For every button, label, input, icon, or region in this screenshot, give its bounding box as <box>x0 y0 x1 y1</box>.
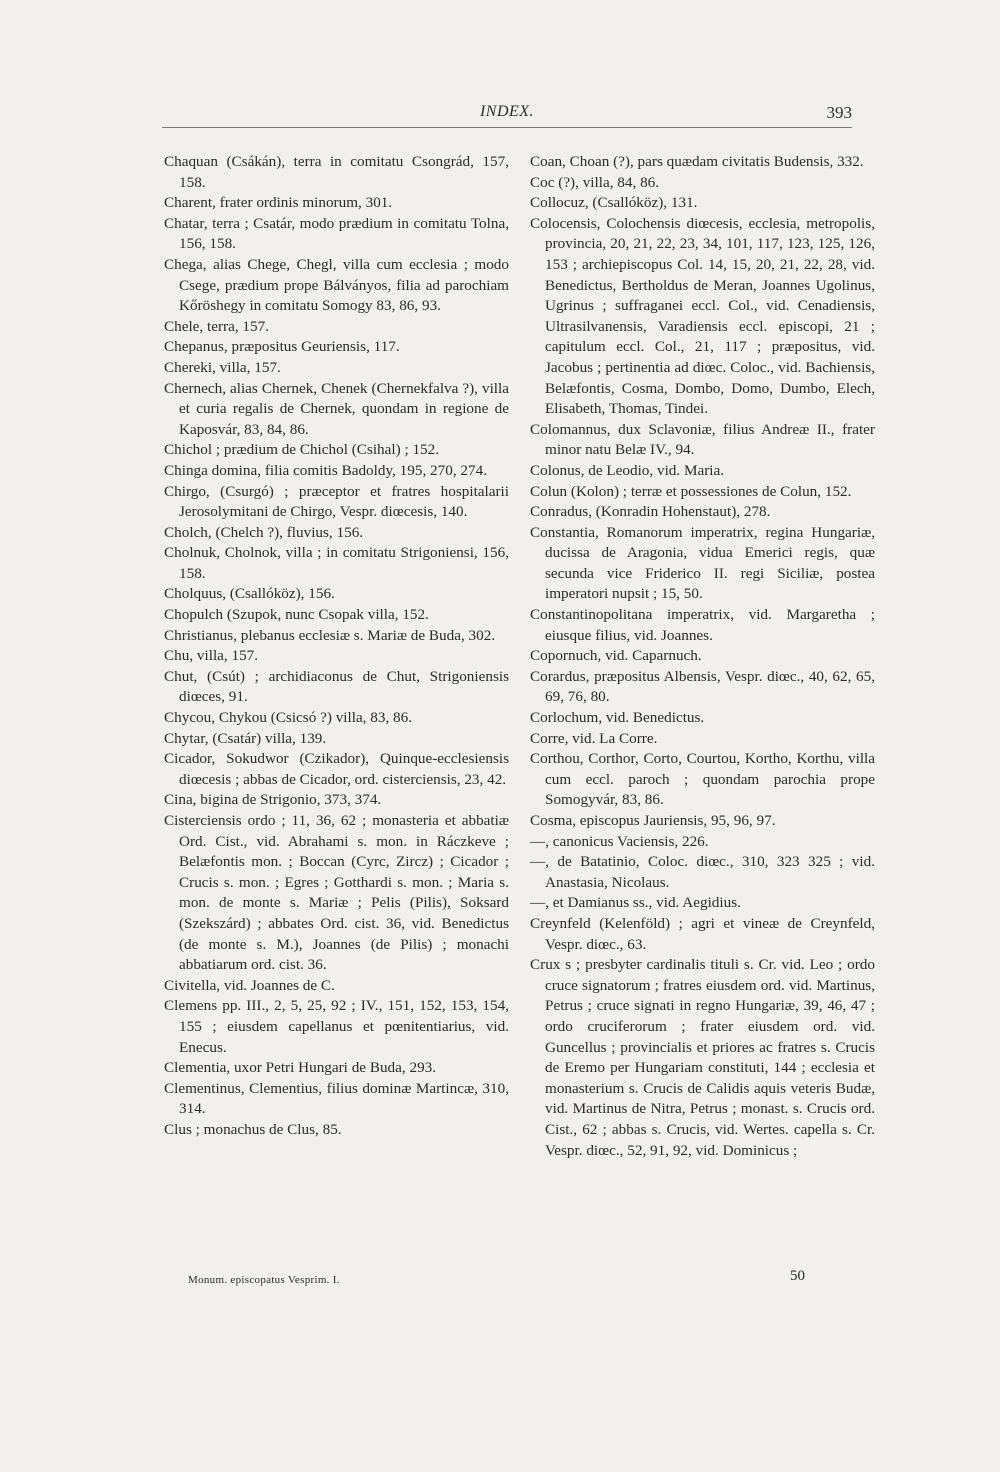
index-entry: Corlochum, vid. Benedictus. <box>530 709 705 727</box>
index-entry: Copornuch, vid. Caparnuch. <box>530 647 702 665</box>
index-entry: Chepanus, præpositus Geuriensis, 117. <box>164 338 400 356</box>
index-entry: Colocensis, Colochensis diœcesis, ecclesia, metropolis, provincia, 20, 21, 22, 23, 34, 101, 117, 123, 125, 126, 153 ; archiepiscopus Col. 14, 15, 20, 21, 22, 28, vid. Benedictus, Bertholdus de Meran, Joannes Ugolinus, Ugrinus ; suffraganei eccl. Col., vid. Cenadiensis, Ultrasilvanensis, Varadiensis eccl. episcopi, 21 ; capitulum eccl. Col., 21, 117 ; præpositus, vid. Jacobus ; pertinentia ad diœc. Coloc., vid. Bachiensis, Belæfontis, Cosma, Dombo, Domo, Dumbo, Elech, Elisabeth, Thomas, Tindei. <box>530 214 875 418</box>
index-entry: —, de Batatinio, Coloc. diœc., 310, 323 325 ; vid. Anastasia, Nicolaus. <box>530 853 875 891</box>
index-entry: Corardus, præpositus Albensis, Vespr. diœc., 40, 62, 65, 69, 76, 80. <box>530 667 875 706</box>
header-rule <box>162 127 852 128</box>
page-header <box>162 100 852 130</box>
index-entry: Chinga domina, filia comitis Badoldy, 195, 270, 274. <box>164 461 487 479</box>
index-entry: Charent, frater ordinis minorum, 301. <box>164 194 393 212</box>
index-entry: Crux s ; presbyter cardinalis tituli s. Cr. vid. Leo ; ordo cruce signatorum ; fratres eiusdem ord. vid. Martinus, Petrus ; cruce signati in regno Hungariæ, 39, 46, 47 ; ordo cruciferorum ; frater eiusdem ord. vid. Guncellus ; provincialis et priores ac fratres s. Crucis de Eremo per Hungariam constituti, 144 ; ecclesia et monasterium s. Crucis de Calidis aquis veteris Budæ, vid. Martinus de Nitra, Petrus ; monast. s. Crucis ord. Cist., 62 ; abbas s. Crucis, vid. Wertes. capella s. Cr. Vespr. diœc., 52, 91, 92, vid. Dominicus ; <box>530 956 875 1159</box>
index-entry: Cisterciensis ordo ; 11, 36, 62 ; monasteria et abbatiæ Ord. Cist., vid. Abrahami s. mon. in Ráczkeve ; Belæfontis mon. ; Boccan (Cyrc, Zircz) ; Cicador ; Crucis s. mon. ; Egres ; Gotthardi s. mon. ; Maria s. mon. de monte s. Mariæ ; Pelis (Pilis), Soksard (Szekszárd) ; abbates Ord. cist. 36, vid. Benedictus (de monte s. M.), Joannes (de Pilis) ; monachi abbatiarum ord. cist. 36. <box>164 812 509 974</box>
index-entry: Civitella, vid. Joannes de C. <box>164 976 335 994</box>
index-entry: —, canonicus Vaciensis, 226. <box>530 832 709 850</box>
index-entry: Constantia, Romanorum imperatrix, regina Hungariæ, ducissa de Aragonia, vidua Emerici regis, quæ secunda vice Friderico II. regi Siciliæ, postea imperatori nupsit ; 15, 50. <box>530 523 875 603</box>
page-number: 393 <box>826 103 852 122</box>
index-entry: Clementia, uxor Petri Hungari de Buda, 293. <box>164 1059 437 1077</box>
index-entry: Chatar, terra ; Csatár, modo prædium in comitatu Tolna, 156, 158. <box>164 214 509 253</box>
footer-sheet-number: 50 <box>790 1268 805 1284</box>
index-column-left <box>164 152 509 1141</box>
index-entry: Cholquus, (Csallóköz), 156. <box>164 585 335 603</box>
index-entry: Corre, vid. La Corre. <box>530 729 658 747</box>
index-entry: Chytar, (Csatár) villa, 139. <box>164 729 327 747</box>
running-title: INDEX. <box>479 103 535 120</box>
index-entry: Clus ; monachus de Clus, 85. <box>164 1120 342 1138</box>
index-entry: Colun (Kolon) ; terræ et possessiones de Colun, 152. <box>530 482 852 500</box>
index-entry: Chega, alias Chege, Chegl, villa cum ecclesia ; modo Csege, prædium prope Bálványos, filia ad parochiam Kőröshegy in comitatu Somogy 83, 86, 93. <box>164 255 509 315</box>
index-entry: Colomannus, dux Sclavoniæ, filius Andreæ II., frater minor natu Belæ IV., 94. <box>530 420 875 459</box>
index-entry: —, et Damianus ss., vid. Aegidius. <box>530 894 741 912</box>
index-entry: Coan, Choan (?), pars quædam civitatis Budensis, 332. <box>530 153 864 170</box>
index-entry: Cholnuk, Cholnok, villa ; in comitatu Strigoniensi, 156, 158. <box>164 544 509 582</box>
index-entry: Creynfeld (Kelenföld) ; agri et vineæ de Creynfeld, Vespr. diœc., 63. <box>530 914 875 953</box>
index-entry: Clemens pp. III., 2, 5, 25, 92 ; IV., 151, 152, 153, 154, 155 ; eiusdem capellanus et pœnitentiarius, vid. Enecus. <box>164 997 509 1056</box>
index-entry: Conradus, (Konradin Hohenstaut), 278. <box>530 503 771 521</box>
index-entry: Constantinopolitana imperatrix, vid. Margaretha ; eiusque filius, vid. Joannes. <box>530 606 875 644</box>
index-entry: Chirgo, (Csurgó) ; præceptor et fratres hospitalarii Jerosolymitani de Chirgo, Vespr. diœcesis, 140. <box>164 482 509 521</box>
index-entry: Chu, villa, 157. <box>164 647 259 665</box>
index-entry: Cina, bigina de Strigonio, 373, 374. <box>164 791 382 809</box>
index-entry: Cicador, Sokudwor (Czikador), Quinque-ecclesiensis diœcesis ; abbas de Cicador, ord. cisterciensis, 23, 42. <box>164 750 509 788</box>
footer-signature: Monum. episcopatus Vesprim. I. <box>188 1274 340 1286</box>
index-entry: Chichol ; prædium de Chichol (Csihal) ; 152. <box>164 441 440 459</box>
index-entry: Chernech, alias Chernek, Chenek (Chernekfalva ?), villa et curia regalis de Chernek, quondam in regione de Kaposvár, 83, 84, 86. <box>164 379 509 438</box>
index-entry: Chele, terra, 157. <box>164 317 270 335</box>
index-entry: Corthou, Corthor, Corto, Courtou, Kortho, Korthu, villa cum eccl. paroch ; quondam parochia prope Somogyvár, 83, 86. <box>530 750 875 809</box>
index-entry: Collocuz, (Csallóköz), 131. <box>530 194 698 212</box>
index-entry: Chereki, villa, 157. <box>164 358 281 376</box>
index-entry: Chaquan (Csákán), terra in comitatu Csongrád, 157, 158. <box>164 153 509 191</box>
index-entry: Chycou, Chykou (Csicsó ?) villa, 83, 86. <box>164 709 413 727</box>
index-entry: Christianus, plebanus ecclesiæ s. Mariæ de Buda, 302. <box>164 626 496 644</box>
index-entry: Chopulch (Szupok, nunc Csopak villa, 152. <box>164 606 429 624</box>
index-entry: Chut, (Csút) ; archidiaconus de Chut, Strigoniensis diœces, 91. <box>164 667 509 706</box>
index-entry: Cholch, (Chelch ?), fluvius, 156. <box>164 523 364 541</box>
index-entry: Clementinus, Clementius, filius dominæ Martincæ, 310, 314. <box>164 1079 509 1118</box>
index-entry: Coc (?), villa, 84, 86. <box>530 173 660 191</box>
index-column-right <box>530 152 875 1161</box>
index-entry: Colonus, de Leodio, vid. Maria. <box>530 461 725 479</box>
index-entry: Cosma, episcopus Jauriensis, 95, 96, 97. <box>530 812 776 829</box>
